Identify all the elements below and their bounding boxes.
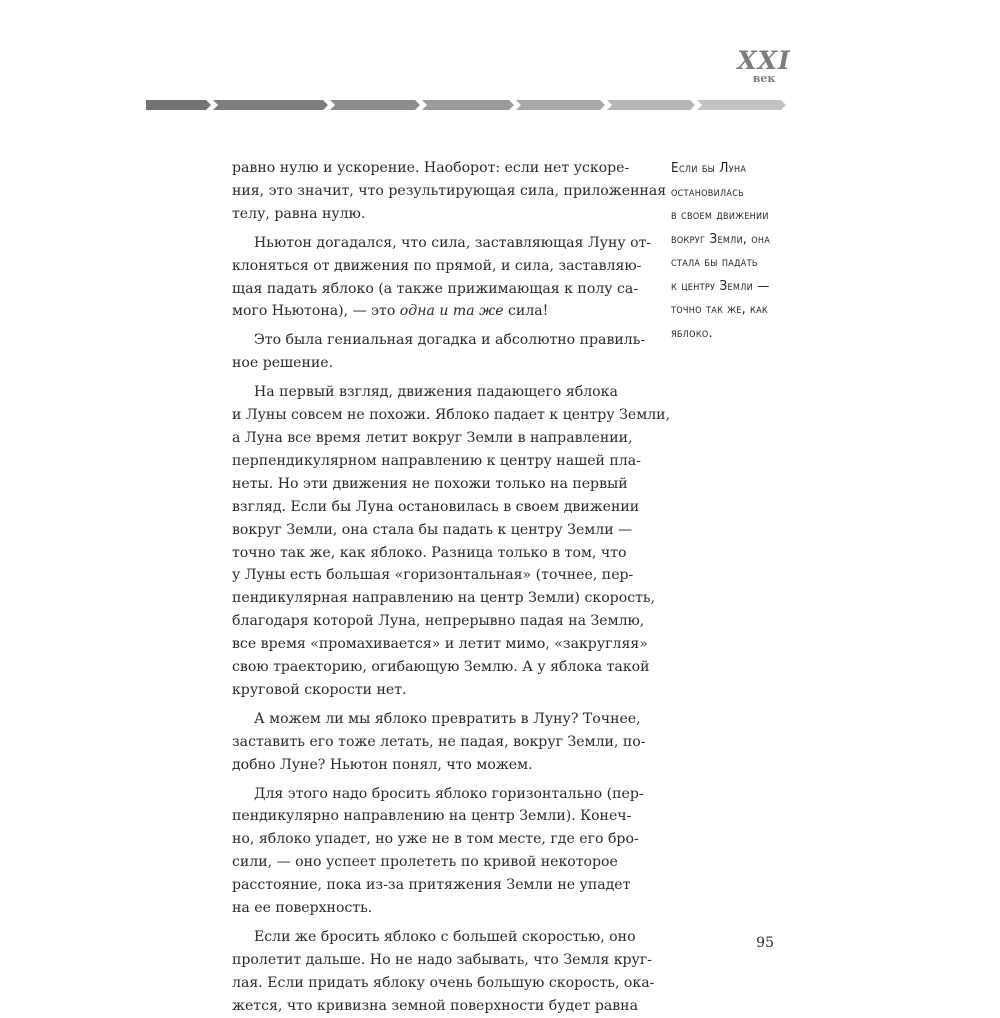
text-line: все время «промахивается» и летит мимо, «закругляя»	[232, 636, 648, 653]
note-line: яблоко.	[671, 324, 713, 341]
timeline-segment	[697, 100, 786, 110]
text-line: благодаря которой Луна, непрерывно падая на Землю,	[232, 613, 645, 630]
text-line: пендикулярно направлению на центр Земли). Конеч-	[232, 808, 632, 825]
text-line: перпендикулярном направлению к центру нашей пла-	[232, 452, 641, 469]
timeline-segment	[607, 100, 695, 110]
timeline-segment	[330, 100, 420, 110]
timeline-segment	[516, 100, 605, 110]
text-line: круговой скорости нет.	[232, 681, 407, 698]
text-line: на ее поверхность.	[232, 900, 373, 917]
emphasis-text: одна и та же	[399, 303, 504, 320]
text-line: добно Луне? Ньютон понял, что можем.	[232, 756, 533, 773]
timeline-segment	[213, 100, 328, 110]
note-line: точно так же, как	[671, 301, 768, 317]
text-line: свою траекторию, огибающую Землю. А у яблока такой	[232, 659, 650, 676]
text-line: пендикулярная направлению на центр Земли) скорость,	[232, 590, 656, 607]
text-line: а Луна все время летит вокруг Земли в направлении,	[232, 429, 633, 446]
text-line: Ньютон догадался, что сила, заставляющая Луну от-	[254, 234, 652, 251]
text-line: лая. Если придать яблоку очень большую скорость, ока-	[232, 974, 655, 991]
main-text	[232, 157, 671, 1018]
text-line: вокруг Земли, она стала бы падать к центру Земли —	[232, 521, 633, 538]
text-line: неты. Но эти движения не похожи только на первый	[232, 475, 628, 492]
note-line: в своем движении	[671, 207, 769, 223]
note-line: остановилась	[671, 183, 745, 200]
text-line: Это была гениальная догадка и абсолютно правиль-	[254, 332, 646, 349]
note-line: к центру Земли —	[671, 277, 770, 294]
text-line: клоняться от движения по прямой, и сила, заставляю-	[232, 257, 642, 274]
page-number: 95	[756, 935, 774, 951]
text-line: но, яблоко упадет, но уже не в том месте, где его бро-	[232, 831, 639, 848]
text-line: равно нулю и ускорение. Наоборот: если нет ускоре-	[232, 160, 630, 176]
note-line: стала бы падать	[671, 254, 758, 270]
margin-note	[671, 157, 801, 345]
timeline-segment	[146, 100, 211, 110]
text-line: ния, это значит, что результирующая сила, приложенная	[232, 182, 667, 199]
text-line: и Луны совсем не похожи. Яблоко падает к центру Земли,	[232, 407, 671, 424]
text-line: взгляд. Если бы Луна остановилась в своем движении	[232, 498, 640, 515]
text-line: щая падать яблоко (а также прижимающая к полу са-	[232, 280, 639, 297]
text-line: точно так же, как яблоко. Разница только в том, что	[232, 544, 627, 561]
text-line: заставить его тоже летать, не падая, вокруг Земли, по-	[232, 733, 646, 750]
text-line: Если же бросить яблоко с большей скоростью, оно	[254, 929, 636, 945]
timeline-segment	[422, 100, 514, 110]
text-line: сили, — оно успеет пролететь по кривой некоторое	[232, 854, 618, 871]
text-line: пролетит дальше. Но не надо забывать, что Земля круг-	[232, 951, 652, 968]
note-line: вокруг Земли, она	[671, 230, 771, 247]
century-numeral: XXI	[737, 46, 791, 75]
text-line: расстояние, пока из-за притяжения Земли не упадет	[232, 877, 631, 894]
text-line: жется, что кривизна земной поверхности будет равна	[232, 997, 638, 1014]
text-line: На первый взгляд, движения падающего яблока	[254, 384, 618, 401]
text-line-emphasis: мого Ньютона), — это одна и та же сила!	[232, 303, 549, 320]
text-line: Для этого надо бросить яблоко горизонтально (пер-	[254, 785, 644, 802]
note-line: Если бы Луна	[671, 160, 747, 176]
text-line: ное решение.	[232, 355, 334, 372]
text-line: А можем ли мы яблоко превратить в Луну? Точнее,	[254, 710, 641, 727]
text-line: у Луны есть большая «горизонтальная» (точнее, пер-	[232, 567, 634, 584]
century-label: век	[752, 72, 776, 85]
text-line: телу, равна нулю.	[232, 205, 366, 222]
